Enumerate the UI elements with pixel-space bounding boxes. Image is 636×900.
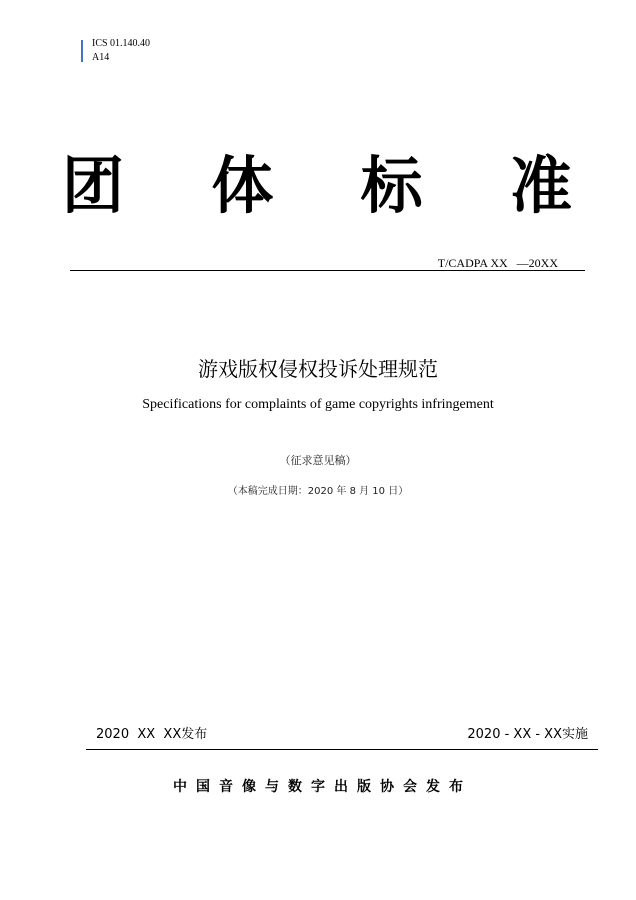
ics-code: ICS 01.140.40 xyxy=(92,38,151,49)
standard-type-char-1: 团 xyxy=(62,149,125,222)
implementation-date: 2020 - XX - XX实施 xyxy=(467,727,588,742)
standard-type-char-2: 体 xyxy=(211,149,274,222)
ccs-code: A14 xyxy=(92,52,110,63)
document-code: T/CADPA XX —20XX xyxy=(437,256,558,270)
classification-codes xyxy=(92,37,150,65)
publisher: 中国音像与数字出版协会发布 xyxy=(173,779,472,795)
completion-date: （本稿完成日期：2020 年 8 月 10 日） xyxy=(227,486,409,497)
bottom-divider xyxy=(86,749,598,750)
chinese-title: 游戏版权侵权投诉处理规范 xyxy=(198,357,438,381)
standard-type-char-3: 标 xyxy=(360,149,423,222)
draft-status: （征求意见稿） xyxy=(279,454,357,467)
ics-marker-bar xyxy=(81,40,83,62)
standard-type-char-4: 准 xyxy=(509,149,572,222)
english-title: Specifications for complaints of game copyrights infringement xyxy=(142,397,494,412)
top-divider xyxy=(70,270,585,271)
release-date: 2020 XX XX发布 xyxy=(96,727,208,742)
standard-type-heading xyxy=(62,148,572,224)
